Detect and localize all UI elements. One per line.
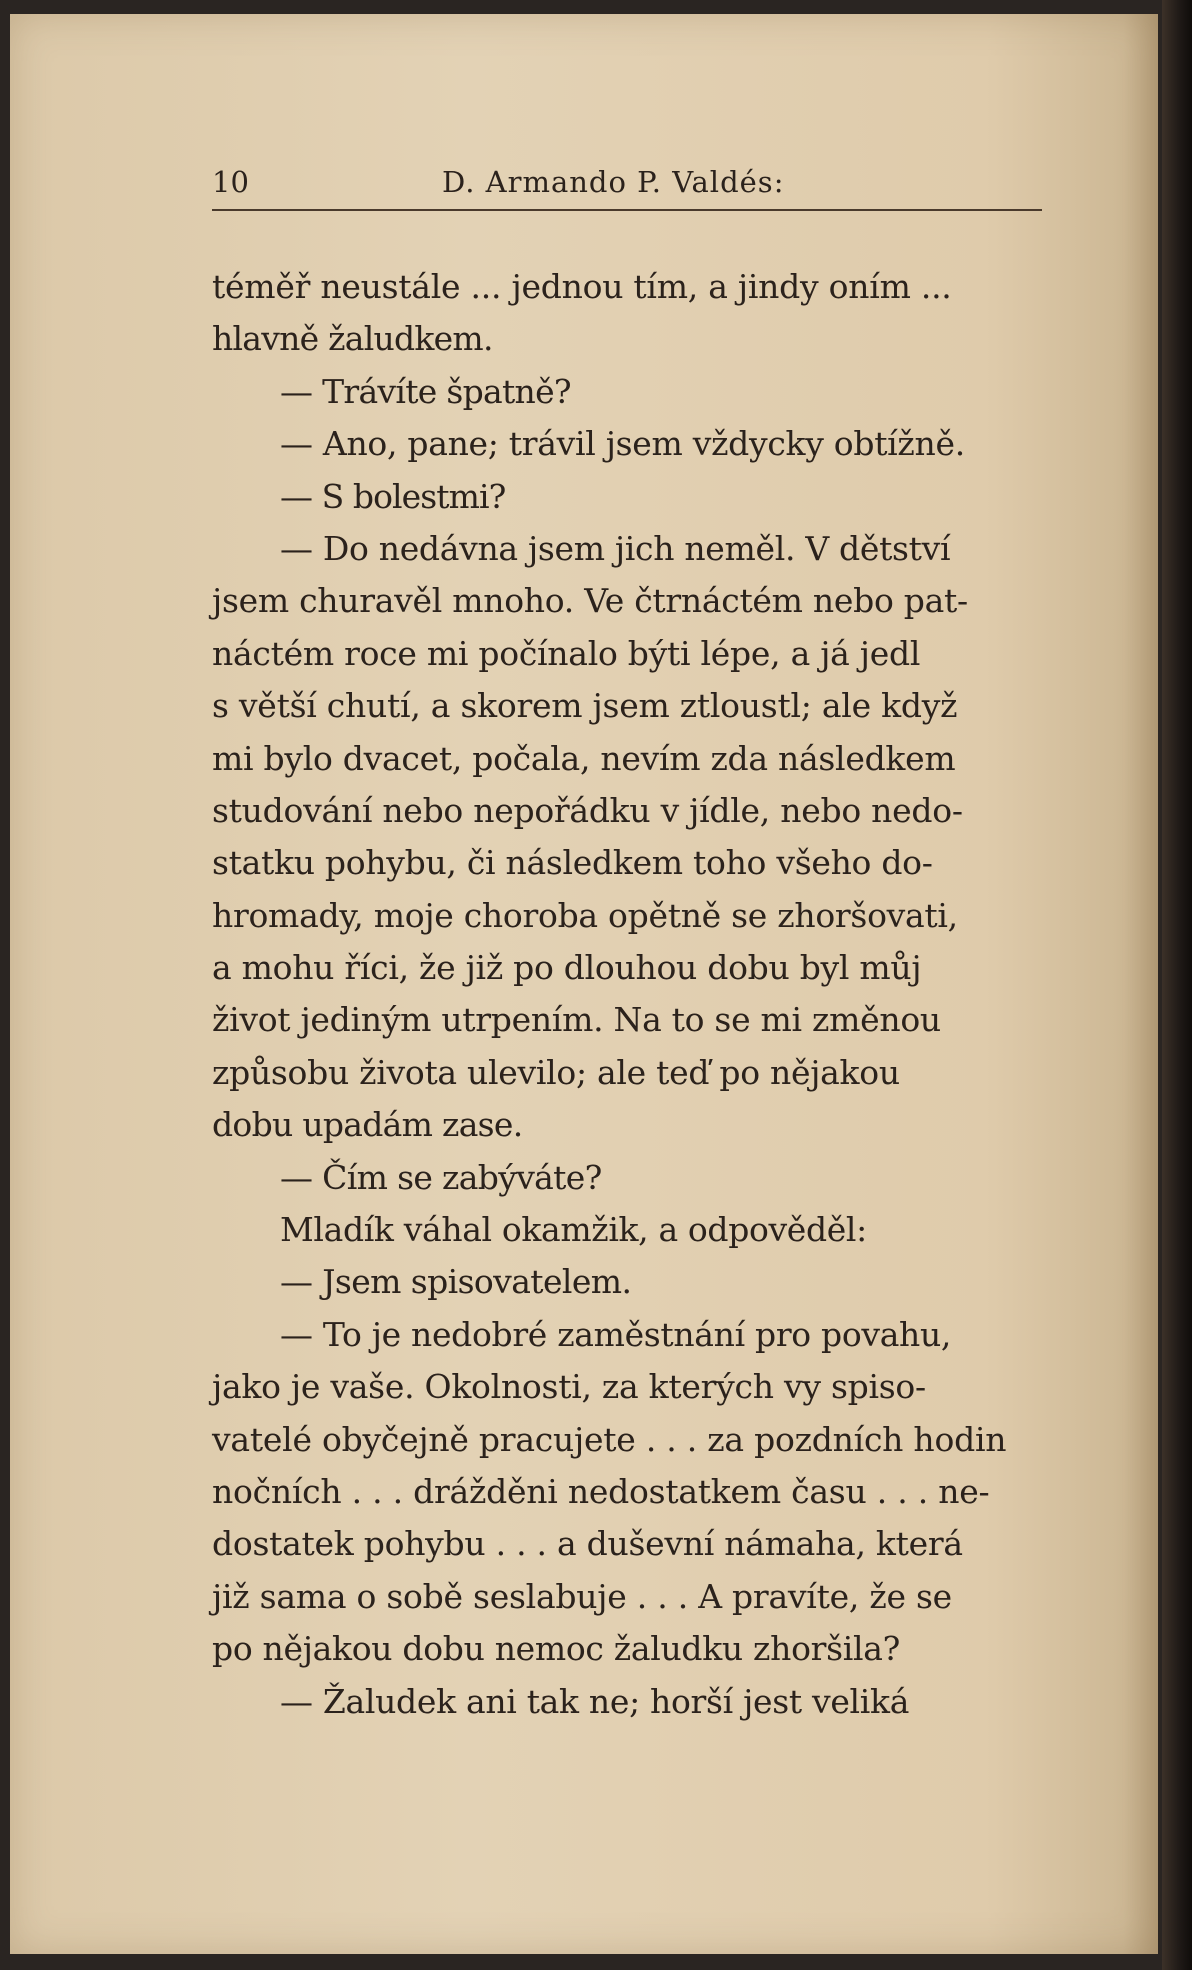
running-head: D. Armando P. Valdés: <box>442 165 785 199</box>
body-text <box>212 261 1054 1728</box>
text-line: — To je nedobré zaměstnání pro povahu, <box>280 1314 952 1354</box>
text-line: — Do nedávna jsem jich neměl. V dětství <box>280 528 951 568</box>
text-line: statku pohybu, či následkem toho všeho do- <box>212 843 933 883</box>
text-line: — S bolestmi? <box>280 476 506 516</box>
text-line: nočních . . . drážděni nedostatkem času . . . ne- <box>212 1471 990 1511</box>
text-line: po nějakou dobu nemoc žaludku zhoršila? <box>212 1629 900 1669</box>
page-number: 10 <box>212 165 249 199</box>
text-line: Mladík váhal okamžik, a odpověděl: <box>280 1210 867 1250</box>
text-line: — Ano, pane; trávil jsem vždycky obtížně. <box>280 424 965 464</box>
text-line: mi bylo dvacet, počala, nevím zda následkem <box>212 738 956 778</box>
text-line: život jediným utrpením. Na to se mi změnou <box>212 1000 941 1040</box>
text-line: hromady, moje choroba opětně se zhoršovati, <box>212 895 958 935</box>
text-line: způsobu života ulevilo; ale teď po nějakou <box>212 1052 900 1092</box>
text-line: vatelé obyčejně pracujete . . . za pozdních hodin <box>212 1419 1007 1459</box>
text-line: již sama o sobě seslabuje . . . A pravíte, že se <box>212 1576 952 1616</box>
text-line: — Trávíte špatně? <box>280 371 571 411</box>
text-line: hlavně žaludkem. <box>212 319 493 359</box>
text-line: dobu upadám zase. <box>212 1105 523 1145</box>
book-spine <box>1162 0 1192 1970</box>
text-line: náctém roce mi počínalo býti lépe, a já jedl <box>212 633 921 673</box>
text-line: a mohu říci, že již po dlouhou dobu byl můj <box>212 948 922 988</box>
text-line: dostatek pohybu . . . a duševní námaha, která <box>212 1524 963 1564</box>
text-line: jako je vaše. Okolnosti, za kterých vy spiso- <box>212 1367 926 1407</box>
page-header <box>212 159 1042 211</box>
text-line: — Žaludek ani tak ne; horší jest veliká <box>280 1681 910 1721</box>
text-line: — Čím se zabýváte? <box>280 1157 602 1197</box>
text-line: — Jsem spisovatelem. <box>280 1262 632 1302</box>
text-line: jsem churavěl mnoho. Ve čtrnáctém nebo pat- <box>212 581 968 621</box>
book-page <box>10 14 1158 1954</box>
text-line: téměř neustále ... jednou tím, a jindy oním ... <box>212 267 952 306</box>
text-line: s větší chutí, a skorem jsem ztloustl; ale když <box>212 686 958 726</box>
text-line: studování nebo nepořádku v jídle, nebo nedo- <box>212 790 963 830</box>
